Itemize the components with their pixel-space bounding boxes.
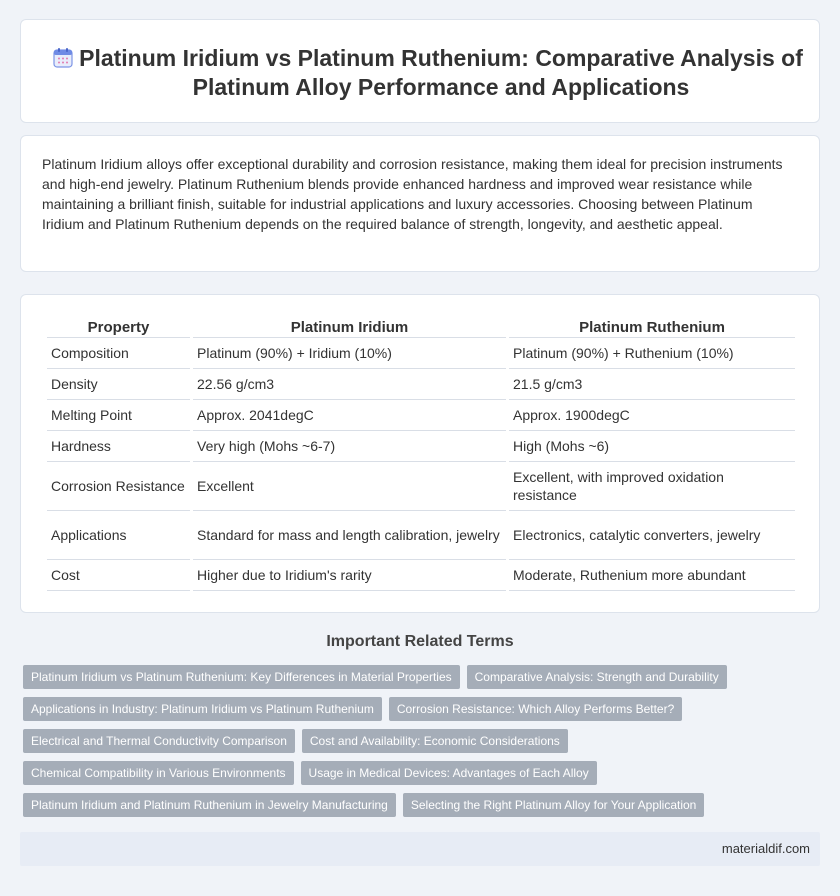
footer	[20, 832, 820, 866]
column-header-platinum-ruthenium: Platinum Ruthenium	[509, 311, 795, 338]
table-row	[47, 560, 795, 591]
table-row	[47, 462, 795, 511]
table-cell-property: Corrosion Resistance	[47, 462, 190, 511]
footer-site-name[interactable]: materialdif.com	[721, 841, 810, 856]
table-header-row	[47, 311, 795, 338]
table-row	[47, 511, 795, 560]
table-cell-platinum-ruthenium: Electronics, catalytic converters, jewelry	[509, 511, 795, 560]
page-title: Platinum Iridium vs Platinum Ruthenium: Comparative Analysis of Platinum Alloy Performance and Applications	[79, 45, 803, 100]
related-term-tag[interactable]: Comparative Analysis: Strength and Durability	[467, 665, 727, 689]
table-cell-platinum-ruthenium: Moderate, Ruthenium more abundant	[509, 560, 795, 591]
related-term-tag[interactable]: Cost and Availability: Economic Considerations	[302, 729, 568, 753]
table-cell-platinum-ruthenium: Excellent, with improved oxidation resistance	[509, 462, 795, 511]
related-terms-list	[23, 665, 813, 817]
related-term-tag[interactable]: Corrosion Resistance: Which Alloy Performs Better?	[389, 697, 682, 721]
related-term-tag[interactable]: Applications in Industry: Platinum Iridium vs Platinum Ruthenium	[23, 697, 382, 721]
intro-card	[20, 135, 820, 272]
table-cell-property: Composition	[47, 338, 190, 369]
table-cell-platinum-iridium: Higher due to Iridium's rarity	[193, 560, 506, 591]
calendar-icon	[51, 46, 75, 70]
table-cell-property: Cost	[47, 560, 190, 591]
comparison-table	[44, 311, 798, 591]
table-cell-property: Applications	[47, 511, 190, 560]
table-cell-platinum-iridium: Very high (Mohs ~6-7)	[193, 431, 506, 462]
related-term-tag[interactable]: Selecting the Right Platinum Alloy for Your Application	[403, 793, 705, 817]
table-row	[47, 431, 795, 462]
table-cell-platinum-ruthenium: 21.5 g/cm3	[509, 369, 795, 400]
related-term-tag[interactable]: Platinum Iridium vs Platinum Ruthenium: Key Differences in Material Properties	[23, 665, 460, 689]
related-term-tag[interactable]: Chemical Compatibility in Various Environments	[23, 761, 294, 785]
table-cell-property: Hardness	[47, 431, 190, 462]
table-cell-platinum-iridium: Standard for mass and length calibration, jewelry	[193, 511, 506, 560]
related-term-tag[interactable]: Platinum Iridium and Platinum Ruthenium in Jewelry Manufacturing	[23, 793, 396, 817]
table-cell-platinum-iridium: 22.56 g/cm3	[193, 369, 506, 400]
table-row	[47, 338, 795, 369]
column-header-property: Property	[47, 311, 190, 338]
table-cell-property: Melting Point	[47, 400, 190, 431]
table-cell-platinum-ruthenium: Platinum (90%) + Ruthenium (10%)	[509, 338, 795, 369]
table-cell-platinum-ruthenium: High (Mohs ~6)	[509, 431, 795, 462]
table-cell-platinum-iridium: Excellent	[193, 462, 506, 511]
table-row	[47, 369, 795, 400]
related-term-tag[interactable]: Electrical and Thermal Conductivity Comparison	[23, 729, 295, 753]
column-header-platinum-iridium: Platinum Iridium	[193, 311, 506, 338]
table-cell-property: Density	[47, 369, 190, 400]
intro-paragraph: Platinum Iridium alloys offer exceptional durability and corrosion resistance, making them ideal for precision instruments and high-end jewelry. Platinum Ruthenium blends provide enhanced hardness and improved wear resistance while maintaining a brilliant finish, suitable for industrial applications and luxury accessories. Choosing between Platinum Iridium and Platinum Ruthenium depends on the required balance of strength, longevity, and aesthetic appeal.	[42, 156, 783, 232]
table-cell-platinum-iridium: Platinum (90%) + Iridium (10%)	[193, 338, 506, 369]
comparison-table-card	[20, 294, 820, 613]
table-cell-platinum-iridium: Approx. 2041degC	[193, 400, 506, 431]
related-term-tag[interactable]: Usage in Medical Devices: Advantages of Each Alloy	[301, 761, 597, 785]
table-cell-platinum-ruthenium: Approx. 1900degC	[509, 400, 795, 431]
header-card	[20, 19, 820, 123]
related-terms-heading: Important Related Terms	[326, 633, 514, 650]
table-row	[47, 400, 795, 431]
